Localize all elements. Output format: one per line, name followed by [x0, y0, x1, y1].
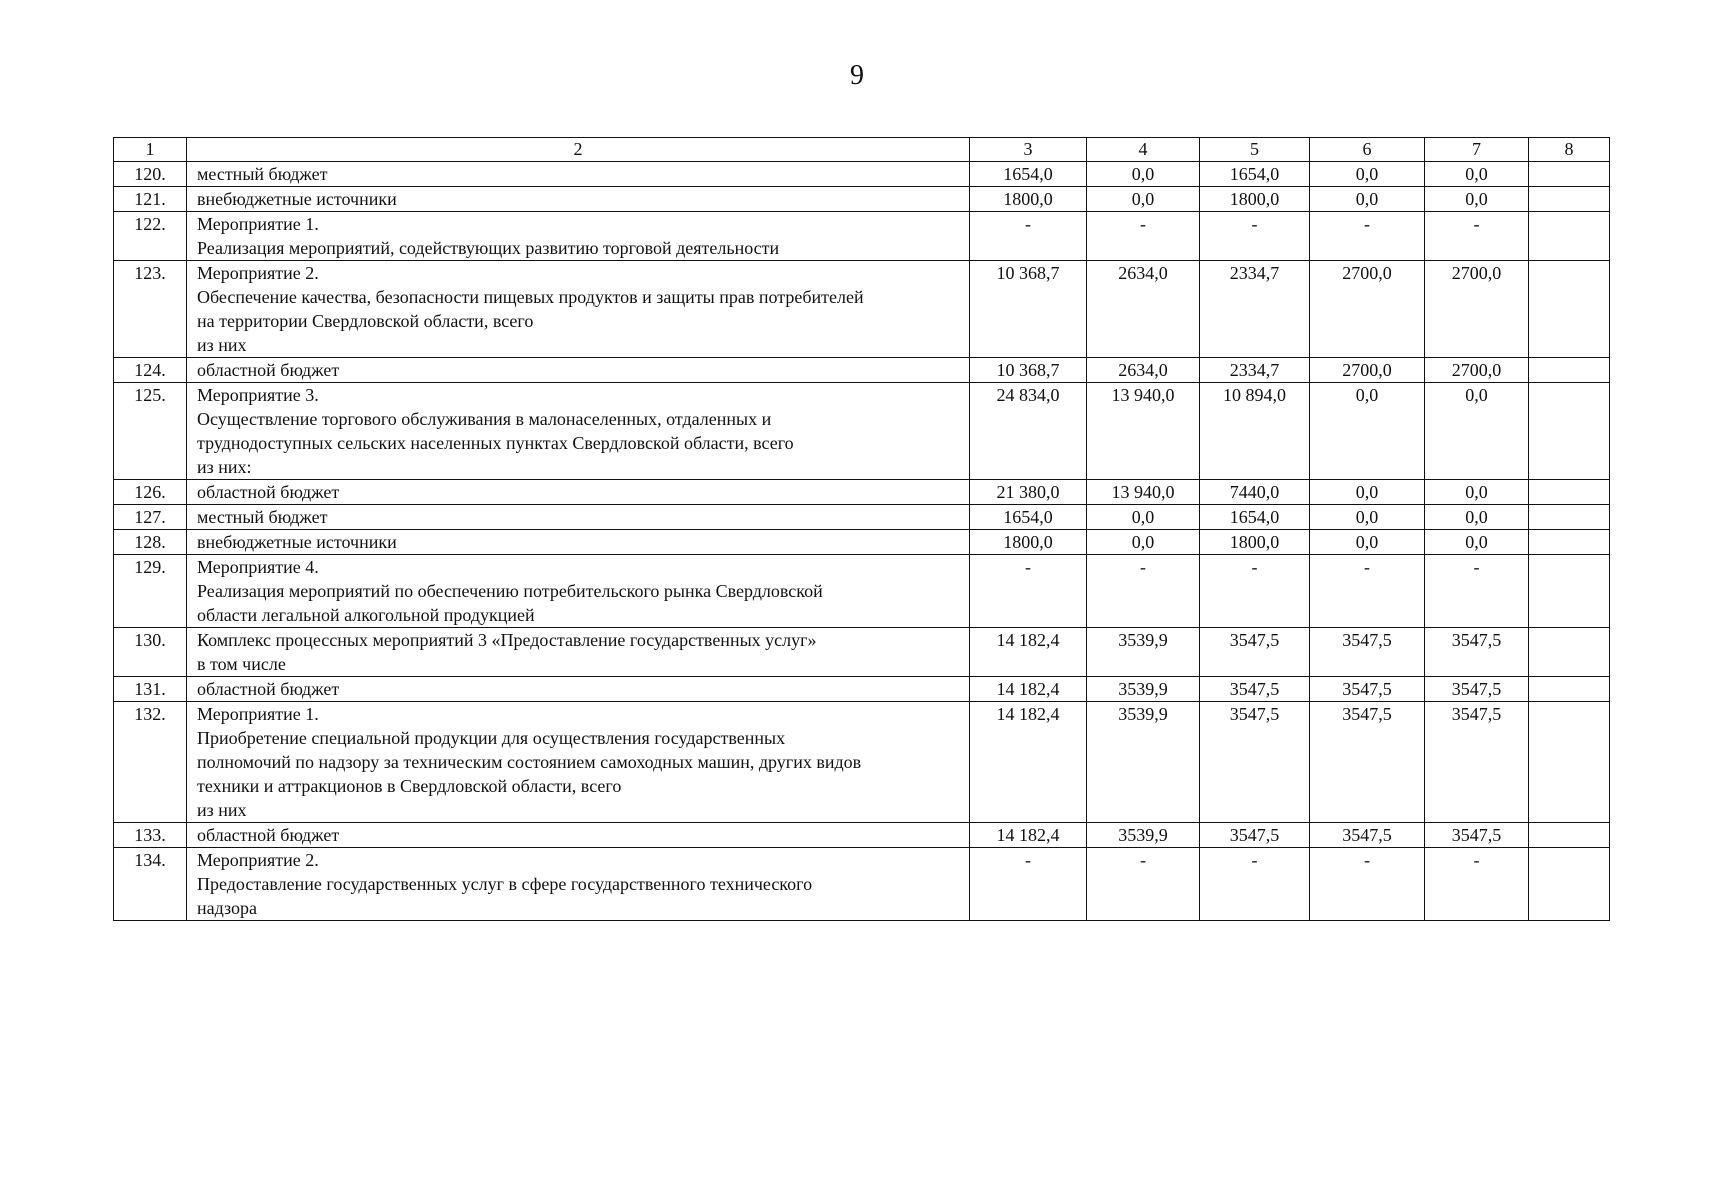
row-number: 127. [114, 505, 187, 530]
description-line: Комплекс процессных мероприятий 3 «Предоставление государственных услуг» [197, 630, 817, 650]
value-cell [1529, 628, 1610, 677]
value-cell: - [1425, 555, 1529, 628]
value-cell: 14 182,4 [970, 823, 1087, 848]
description-line: надзора [197, 898, 257, 918]
value-cell: 10 368,7 [970, 261, 1087, 358]
row-number: 130. [114, 628, 187, 677]
row-number: 132. [114, 702, 187, 823]
value-cell: 1800,0 [970, 530, 1087, 555]
column-header: 6 [1310, 138, 1425, 162]
value-cell: - [1310, 555, 1425, 628]
value-cell: 1654,0 [970, 505, 1087, 530]
table-row [114, 555, 1610, 628]
value-cell: 3547,5 [1425, 628, 1529, 677]
value-cell: 3539,9 [1087, 702, 1200, 823]
value-cell: - [1310, 848, 1425, 921]
value-cell: 1654,0 [1200, 162, 1310, 187]
table-body [114, 162, 1610, 921]
description-line: Приобретение специальной продукции для осуществления государственных [197, 728, 786, 748]
value-cell [1529, 555, 1610, 628]
table-row [114, 677, 1610, 702]
value-cell: 2700,0 [1425, 261, 1529, 358]
row-number: 122. [114, 212, 187, 261]
value-cell [1529, 505, 1610, 530]
column-header: 5 [1200, 138, 1310, 162]
value-cell: 2634,0 [1087, 261, 1200, 358]
value-cell: 3547,5 [1200, 677, 1310, 702]
column-header: 8 [1529, 138, 1610, 162]
value-cell: 3547,5 [1200, 702, 1310, 823]
value-cell: - [1425, 848, 1529, 921]
value-cell: 13 940,0 [1087, 383, 1200, 480]
description-line: внебюджетные источники [197, 532, 397, 552]
value-cell [1529, 162, 1610, 187]
value-cell: 13 940,0 [1087, 480, 1200, 505]
description-line: труднодоступных сельских населенных пунктах Свердловской области, всего [197, 433, 794, 453]
value-cell: 0,0 [1087, 187, 1200, 212]
value-cell: 0,0 [1087, 530, 1200, 555]
description-line: областной бюджет [197, 679, 340, 699]
value-cell: 0,0 [1425, 187, 1529, 212]
value-cell [1529, 212, 1610, 261]
value-cell: 0,0 [1425, 383, 1529, 480]
value-cell: 1654,0 [970, 162, 1087, 187]
description-line: областной бюджет [197, 360, 340, 380]
value-cell: 3539,9 [1087, 823, 1200, 848]
table-row [114, 823, 1610, 848]
description-line: Осуществление торгового обслуживания в малонаселенных, отдаленных и [197, 409, 772, 429]
row-description [187, 212, 970, 261]
value-cell: - [1200, 555, 1310, 628]
value-cell [1529, 702, 1610, 823]
row-description [187, 823, 970, 848]
value-cell [1529, 823, 1610, 848]
table-row [114, 212, 1610, 261]
description-line: местный бюджет [197, 507, 328, 527]
description-line: областной бюджет [197, 825, 340, 845]
description-line: Мероприятие 3. [197, 385, 319, 405]
description-line: на территории Свердловской области, всего [197, 311, 534, 331]
description-line: Обеспечение качества, безопасности пищевых продуктов и защиты прав потребителей [197, 287, 864, 307]
value-cell: 2634,0 [1087, 358, 1200, 383]
row-description [187, 677, 970, 702]
value-cell: 0,0 [1087, 162, 1200, 187]
value-cell: 1800,0 [970, 187, 1087, 212]
value-cell: 3547,5 [1310, 628, 1425, 677]
value-cell: 2334,7 [1200, 261, 1310, 358]
description-line: Реализация мероприятий по обеспечению потребительского рынка Свердловской [197, 581, 823, 601]
value-cell: - [1087, 555, 1200, 628]
value-cell: 0,0 [1087, 505, 1200, 530]
value-cell [1529, 530, 1610, 555]
description-line: местный бюджет [197, 164, 328, 184]
row-number: 128. [114, 530, 187, 555]
value-cell: 0,0 [1310, 383, 1425, 480]
row-number: 124. [114, 358, 187, 383]
column-header: 4 [1087, 138, 1200, 162]
description-line: из них [197, 335, 247, 355]
value-cell: 7440,0 [1200, 480, 1310, 505]
row-description [187, 530, 970, 555]
description-line: области легальной алкогольной продукцией [197, 605, 535, 625]
table-row [114, 162, 1610, 187]
description-line: из них: [197, 457, 252, 477]
value-cell: 2700,0 [1310, 358, 1425, 383]
description-line: внебюджетные источники [197, 189, 397, 209]
column-header: 2 [187, 138, 970, 162]
description-line: Мероприятие 1. [197, 704, 319, 724]
value-cell: - [1200, 212, 1310, 261]
description-line: Мероприятие 2. [197, 263, 319, 283]
header-row [114, 138, 1610, 162]
row-description [187, 555, 970, 628]
description-line: Предоставление государственных услуг в сфере государственного технического [197, 874, 813, 894]
row-number: 126. [114, 480, 187, 505]
value-cell: 3547,5 [1425, 823, 1529, 848]
value-cell: 2700,0 [1310, 261, 1425, 358]
value-cell [1529, 261, 1610, 358]
value-cell [1529, 848, 1610, 921]
description-line: Мероприятие 4. [197, 557, 319, 577]
value-cell: 24 834,0 [970, 383, 1087, 480]
page-number: 9 [850, 60, 864, 91]
row-description [187, 187, 970, 212]
row-number: 123. [114, 261, 187, 358]
row-description [187, 358, 970, 383]
value-cell: 0,0 [1425, 162, 1529, 187]
row-description [187, 702, 970, 823]
table-row [114, 848, 1610, 921]
value-cell: - [970, 212, 1087, 261]
value-cell: 3547,5 [1200, 628, 1310, 677]
value-cell: 3547,5 [1310, 823, 1425, 848]
value-cell: 0,0 [1310, 530, 1425, 555]
value-cell: 1800,0 [1200, 187, 1310, 212]
row-description [187, 505, 970, 530]
table-row [114, 628, 1610, 677]
description-line: в том числе [197, 654, 286, 674]
value-cell: 0,0 [1425, 505, 1529, 530]
table-row [114, 358, 1610, 383]
value-cell [1529, 480, 1610, 505]
value-cell: 10 368,7 [970, 358, 1087, 383]
value-cell: 3547,5 [1200, 823, 1310, 848]
value-cell: - [970, 848, 1087, 921]
table-row [114, 530, 1610, 555]
table-row [114, 505, 1610, 530]
value-cell: - [1310, 212, 1425, 261]
value-cell: 3547,5 [1425, 677, 1529, 702]
table-row [114, 187, 1610, 212]
row-description [187, 480, 970, 505]
value-cell [1529, 358, 1610, 383]
column-header: 7 [1425, 138, 1529, 162]
description-line: Мероприятие 2. [197, 850, 319, 870]
value-cell: 0,0 [1310, 187, 1425, 212]
value-cell: - [1425, 212, 1529, 261]
row-number: 131. [114, 677, 187, 702]
column-header: 1 [114, 138, 187, 162]
value-cell: - [1087, 212, 1200, 261]
value-cell: 0,0 [1425, 530, 1529, 555]
value-cell: 3547,5 [1310, 677, 1425, 702]
value-cell [1529, 383, 1610, 480]
row-number: 133. [114, 823, 187, 848]
row-description [187, 848, 970, 921]
budget-table [113, 137, 1610, 921]
description-line: Реализация мероприятий, содействующих развитию торговой деятельности [197, 238, 780, 258]
value-cell: 0,0 [1310, 162, 1425, 187]
value-cell: 14 182,4 [970, 628, 1087, 677]
row-number: 129. [114, 555, 187, 628]
value-cell: 10 894,0 [1200, 383, 1310, 480]
description-line: полномочий по надзору за техническим состоянием самоходных машин, других видов [197, 752, 862, 772]
value-cell: 21 380,0 [970, 480, 1087, 505]
value-cell: 3547,5 [1425, 702, 1529, 823]
table-row [114, 480, 1610, 505]
value-cell: 3539,9 [1087, 677, 1200, 702]
column-header: 3 [970, 138, 1087, 162]
value-cell: 0,0 [1310, 480, 1425, 505]
value-cell: 3539,9 [1087, 628, 1200, 677]
table-row [114, 702, 1610, 823]
row-description [187, 162, 970, 187]
table-row [114, 383, 1610, 480]
value-cell: - [1200, 848, 1310, 921]
table-row [114, 261, 1610, 358]
value-cell: 1800,0 [1200, 530, 1310, 555]
value-cell: - [1087, 848, 1200, 921]
row-number: 134. [114, 848, 187, 921]
value-cell: 14 182,4 [970, 702, 1087, 823]
value-cell: - [970, 555, 1087, 628]
value-cell [1529, 187, 1610, 212]
value-cell: 3547,5 [1310, 702, 1425, 823]
row-description [187, 383, 970, 480]
description-line: техники и аттракционов в Свердловской области, всего [197, 776, 622, 796]
value-cell: 2700,0 [1425, 358, 1529, 383]
row-description [187, 628, 970, 677]
row-number: 121. [114, 187, 187, 212]
description-line: Мероприятие 1. [197, 214, 319, 234]
description-line: из них [197, 800, 247, 820]
value-cell: 1654,0 [1200, 505, 1310, 530]
value-cell: 0,0 [1425, 480, 1529, 505]
row-description [187, 261, 970, 358]
value-cell: 0,0 [1310, 505, 1425, 530]
value-cell: 14 182,4 [970, 677, 1087, 702]
description-line: областной бюджет [197, 482, 340, 502]
value-cell [1529, 677, 1610, 702]
value-cell: 2334,7 [1200, 358, 1310, 383]
row-number: 125. [114, 383, 187, 480]
row-number: 120. [114, 162, 187, 187]
